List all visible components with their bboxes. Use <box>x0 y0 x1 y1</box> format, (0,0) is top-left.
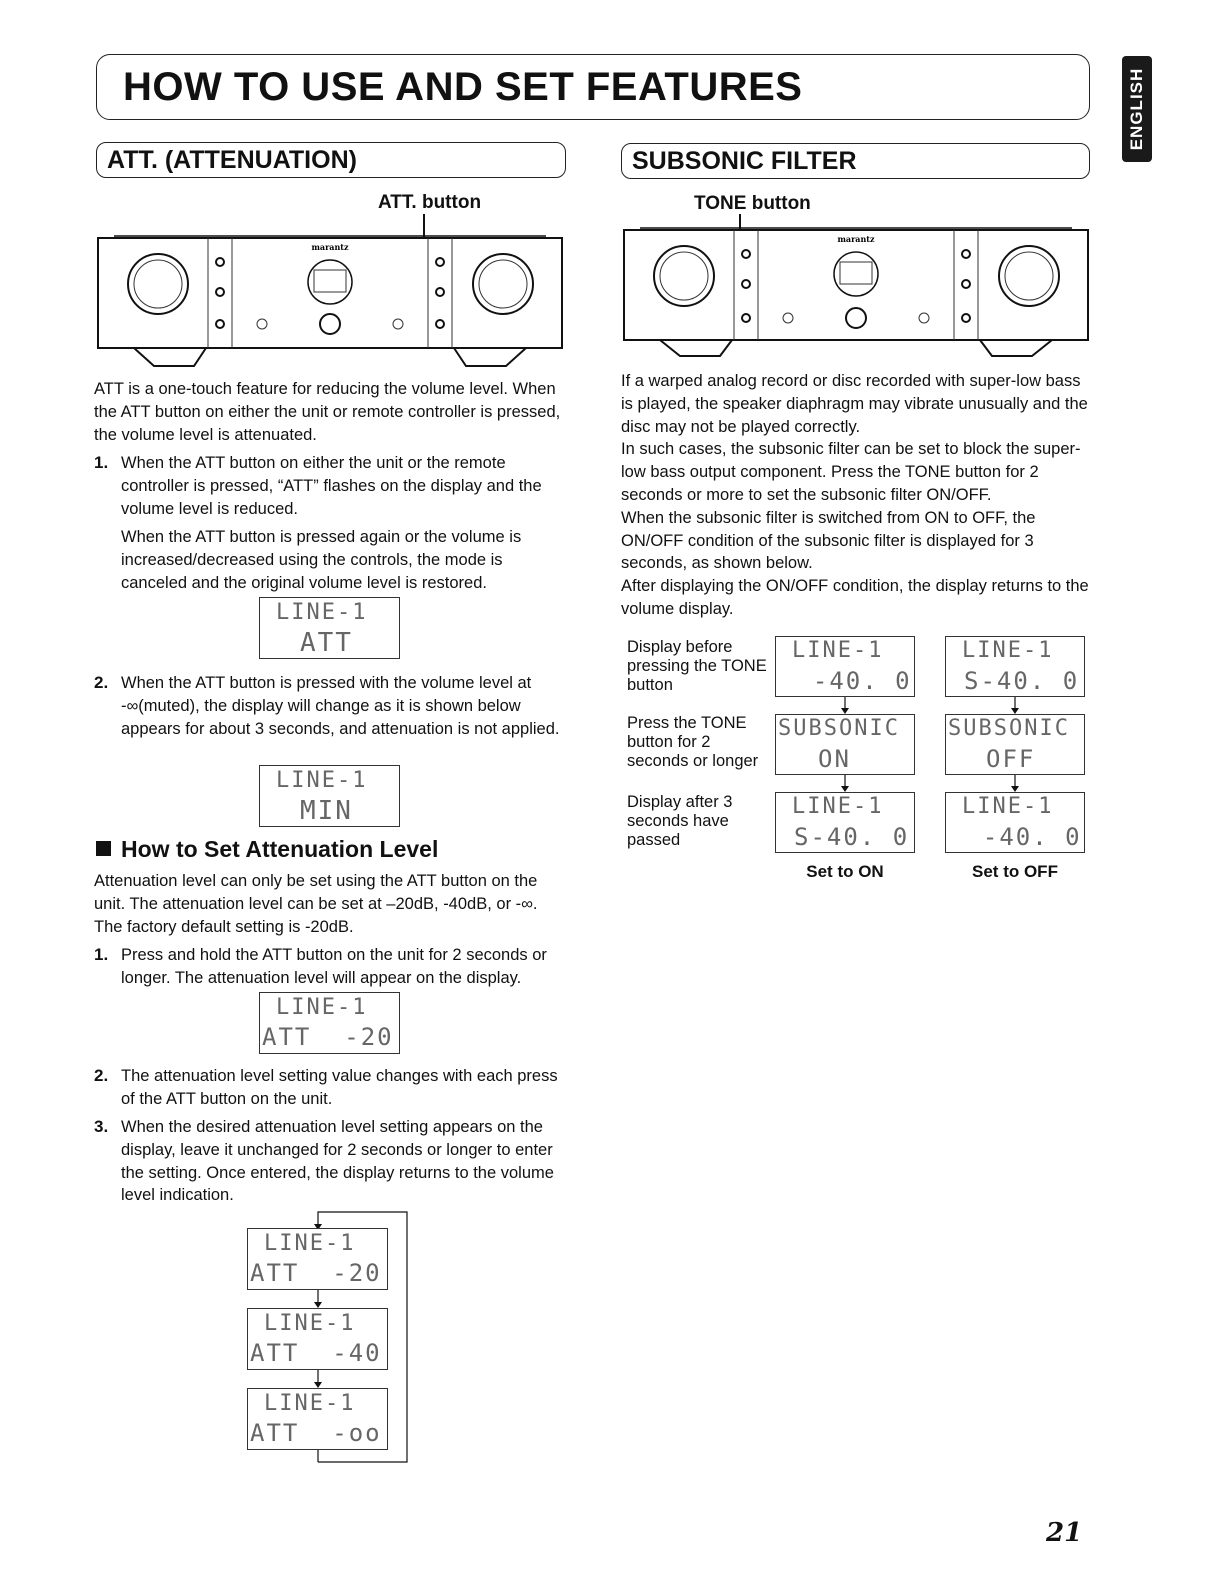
att-heading-text: ATT. (ATTENUATION) <box>107 146 357 174</box>
lcd-display <box>945 792 1085 853</box>
att-level-step-3 <box>94 1116 566 1207</box>
lcd-line-1: SUBSONIC <box>948 716 1070 741</box>
amplifier-front-panel-illustration <box>94 212 566 370</box>
subsonic-description <box>621 370 1091 621</box>
step-number: 2. <box>94 673 109 692</box>
lcd-line-2: ON <box>818 745 851 773</box>
bullet-square <box>96 841 111 856</box>
step-text: When the ATT button is pressed again or the volume is increased/decreased using the controls, the mode is canceled and the original volume level is restored. <box>121 528 522 592</box>
row-label-after: Display after 3 seconds have passed <box>627 793 733 849</box>
lcd-display <box>247 1228 388 1290</box>
lcd-display <box>945 714 1085 775</box>
tone-button-callout: TONE button <box>694 193 811 214</box>
lcd-display <box>247 1388 388 1450</box>
att-level-heading <box>96 836 438 863</box>
subsonic-heading-text: SUBSONIC FILTER <box>632 147 857 175</box>
page-number: 21 <box>1046 1518 1083 1548</box>
att-intro: ATT is a one-touch feature for reducing the volume level. When the ATT button on either the unit or remote controller is pressed, the volume level is attenuated. <box>94 380 561 444</box>
lcd-line-1: LINE-1 <box>276 995 368 1020</box>
att-button-callout: ATT. button <box>378 192 482 213</box>
row-label-press: Press the TONE button for 2 seconds or longer <box>627 714 759 770</box>
step-text: When the ATT button is pressed with the volume level at -∞(muted), the display will change as it is shown below appears for about 3 seconds, and attenuation is not applied. <box>121 674 560 738</box>
foot-left <box>660 340 732 356</box>
step-text: The attenuation level setting value changes with each press of the ATT button on the unit. <box>121 1067 558 1108</box>
step-text: Press and hold the ATT button on the unit for 2 seconds or longer. The attenuation level will appear on the display. <box>121 946 547 987</box>
lcd-line-2: ATT -20 <box>250 1259 382 1287</box>
lcd-display <box>945 636 1085 697</box>
column-label-on: Set to ON <box>806 862 884 881</box>
foot-right <box>454 348 526 366</box>
lcd-display <box>259 765 400 827</box>
lcd-line-2: OFF <box>986 745 1036 773</box>
subsonic-section-heading <box>621 143 1090 179</box>
lcd-display <box>259 597 400 659</box>
lcd-line-2: ATT -oo <box>250 1419 382 1447</box>
brand-logo: marantz <box>837 234 875 244</box>
language-tab-label: ENGLISH <box>1127 67 1146 151</box>
lcd-line-1: LINE-1 <box>962 638 1054 663</box>
page-title-box <box>96 54 1090 120</box>
row-label-before: Display before pressing the TONE button <box>627 638 767 694</box>
lcd-line-1: LINE-1 <box>264 1391 356 1416</box>
lcd-line-1: SUBSONIC <box>778 716 900 741</box>
amplifier-front-panel-illustration <box>620 212 1092 362</box>
att-level-step-2 <box>94 1065 566 1111</box>
paragraph: After displaying the ON/OFF condition, the display returns to the volume display. <box>621 577 1089 618</box>
step-number: 1. <box>94 453 109 472</box>
att-level-step-1 <box>94 944 566 990</box>
lcd-line-1: LINE-1 <box>264 1311 356 1336</box>
paragraph: In such cases, the subsonic filter can be set to block the super-low bass output component. Press the TONE button for 2 seconds or more to set the subsonic filter ON/OFF. <box>621 440 1081 504</box>
step-number: 2. <box>94 1066 109 1085</box>
lcd-line-1: LINE-1 <box>276 600 368 625</box>
lcd-display <box>775 792 915 853</box>
att-step-2 <box>94 672 566 740</box>
att-step-1 <box>94 452 566 595</box>
lcd-line-2: ATT <box>300 628 353 658</box>
lcd-line-2: S-40. 0 <box>964 667 1080 695</box>
page-title: HOW TO USE AND SET FEATURES <box>123 65 803 109</box>
foot-right <box>980 340 1052 356</box>
att-level-heading-text: How to Set Attenuation Level <box>121 836 439 862</box>
lcd-display <box>259 992 400 1054</box>
lcd-line-2: ATT -20 <box>262 1023 394 1051</box>
lcd-line-2: ATT -40 <box>250 1339 382 1367</box>
foot-left <box>134 348 206 366</box>
step-text: When the desired attenuation level setting appears on the display, leave it unchanged for 2 seconds or longer to enter the setting. Once entered, the display returns to the volume level indication. <box>121 1118 554 1205</box>
lcd-line-1: LINE-1 <box>962 794 1054 819</box>
column-label-off: Set to OFF <box>972 862 1058 881</box>
lcd-line-1: LINE-1 <box>264 1231 356 1256</box>
lcd-display <box>247 1308 388 1370</box>
paragraph: When the subsonic filter is switched from ON to OFF, the ON/OFF condition of the subsonic filter is displayed for 3 seconds, as shown below. <box>621 508 1036 573</box>
lcd-line-2: S-40. 0 <box>794 823 910 851</box>
att-section-heading <box>96 142 566 178</box>
lcd-line-1: LINE-1 <box>792 638 884 663</box>
step-number: 1. <box>94 945 109 964</box>
lcd-line-1: LINE-1 <box>276 768 368 793</box>
lcd-line-2: -40. 0 <box>950 823 1082 851</box>
lcd-line-1: LINE-1 <box>792 794 884 819</box>
lcd-display <box>775 714 915 775</box>
att-level-intro: Attenuation level can only be set using the ATT button on the unit. The attenuation level can be set at –20dB, -40dB, or -∞. The factory default setting is -20dB. <box>94 872 538 936</box>
lcd-line-2: -40. 0 <box>780 667 912 695</box>
step-number: 3. <box>94 1117 109 1136</box>
paragraph: If a warped analog record or disc recorded with super-low bass is played, the speaker diaphragm may vibrate unusually and the disc may not be played correctly. <box>621 372 1088 436</box>
lcd-line-2: MIN <box>300 796 353 826</box>
language-tab <box>1122 56 1152 162</box>
brand-logo: marantz <box>311 242 349 252</box>
lcd-display <box>775 636 915 697</box>
step-text: When the ATT button on either the unit or the remote controller is pressed, “ATT” flashes on the display and the volume level is reduced. <box>121 454 542 518</box>
